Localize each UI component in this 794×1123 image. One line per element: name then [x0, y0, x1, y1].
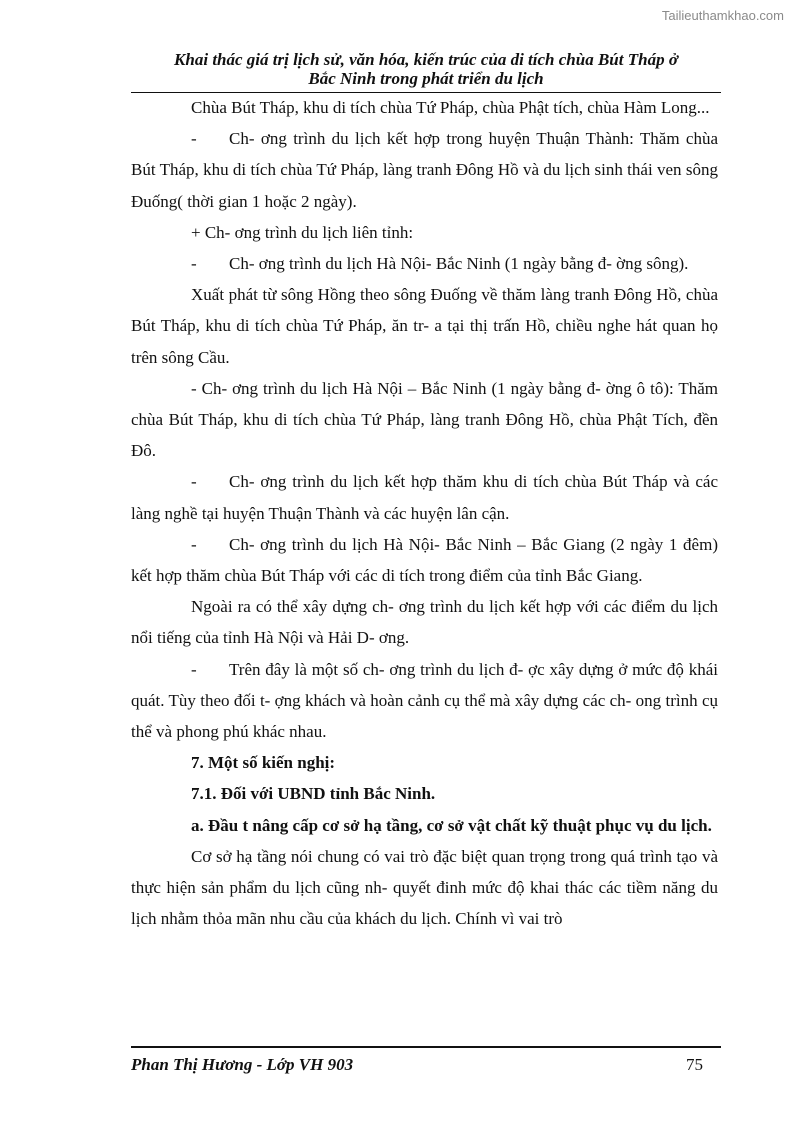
bullet-dash: -: [191, 659, 197, 679]
bullet-text: Ch- ơng trình du lịch Hà Nội- Bắc Ninh (1 ngày bằng đ- ờng sông).: [229, 254, 689, 274]
paragraph: Cơ sở hạ tầng nói chung có vai trò đặc biệt quan trọng trong quá trình tạo và thực hiện sản phẩm du lịch cũng nh- quyết đinh mức độ khai thác các tiềm năng du lịch nhằm thỏa mãn nhu cầu của khách du lịch. Chính vì vai trò: [131, 846, 718, 929]
paragraph: Chùa Bút Tháp, khu di tích chùa Tứ Pháp, chùa Phật tích, chùa Hàm Long...: [191, 98, 710, 117]
paragraph: + Ch- ơng trình du lịch liên tỉnh:: [191, 222, 414, 242]
sub-subsection-heading: a. Đầu t nâng cấp cơ sở hạ tầng, cơ sở vật chất kỹ thuật phục vụ du lịch.: [191, 815, 712, 835]
paragraph: - Ch- ơng trình du lịch Hà Nội – Bắc Ninh (1 ngày bằng đ- ờng ô tô): Thăm chùa Bút Tháp, khu di tích chùa Tứ Pháp, làng tranh Đông Hồ, chùa Phật Tích, đền Đô.: [131, 378, 718, 461]
header-line-1: Khai thác giá trị lịch sử, văn hóa, kiến trúc của di tích chùa Bút Tháp ở: [174, 50, 678, 69]
bullet-paragraph: [131, 466, 718, 528]
paragraph: Xuất phát từ sông Hồng theo sông Đuống về thăm làng tranh Đông Hồ, chùa Bút Tháp, khu di tích chùa Tứ Pháp, ăn tr- a tại thị trấn Hồ, chiều nghe hát quan họ trên sông Cầu.: [131, 285, 718, 367]
bullet-dash: -: [191, 129, 197, 149]
watermark: Tailieuthamkhao.com: [661, 8, 784, 23]
bullet-paragraph: [131, 248, 718, 279]
bullet-dash: -: [191, 254, 197, 274]
bullet-text: Ch- ơng trình du lịch Hà Nội- Bắc Ninh – Bắc Giang (2 ngày 1 đêm) kết hợp thăm chùa Bút Tháp với các di tích trong điểm của tỉnh Bắc Giang.: [131, 534, 718, 586]
running-header: [131, 50, 721, 88]
paragraph: Ngoài ra có thể xây dựng ch- ơng trình du lịch kết hợp với các điểm du lịch nổi tiếng của tỉnh Hà Nội và Hải D- ơng.: [131, 597, 718, 648]
document-body: [131, 92, 718, 934]
section-heading: 7. Một số kiến nghị:: [191, 753, 336, 773]
bullet-paragraph: [131, 123, 718, 217]
page-number: 75: [686, 1055, 703, 1074]
bullet-text: Ch- ơng trình du lịch kết hợp thăm khu di tích chùa Bút Tháp và các làng nghề tại huyện Thuận Thành và các huyện lân cận.: [131, 472, 718, 523]
footer-author: Phan Thị Hương - Lớp VH 903: [131, 1055, 354, 1074]
footer-rule: [131, 1046, 721, 1048]
header-line-2: Bắc Ninh trong phát triển du lịch: [308, 69, 544, 88]
bullet-dash: -: [191, 534, 197, 554]
subsection-heading: 7.1. Đối với UBND tỉnh Bắc Ninh.: [191, 784, 436, 804]
bullet-paragraph: [131, 529, 718, 591]
bullet-paragraph: [131, 654, 718, 748]
bullet-dash: -: [191, 472, 197, 492]
bullet-text: Trên đây là một số ch- ơng trình du lịch đ- ợc xây dựng ở mức độ khái quát. Tùy theo đối t- ợng khách và hoàn cảnh cụ thể mà xây dựng các ch- ong trình cụ thể và phong phú khác nhau.: [131, 659, 718, 742]
bullet-text: Ch- ơng trình du lịch kết hợp trong huyện Thuận Thành: Thăm chùa Bút Tháp, khu di tích chùa Tứ Pháp, làng tranh Đông Hồ và du lịch sinh thái ven sông Đuống( thời gian 1 hoặc 2 ngày).: [131, 129, 718, 211]
